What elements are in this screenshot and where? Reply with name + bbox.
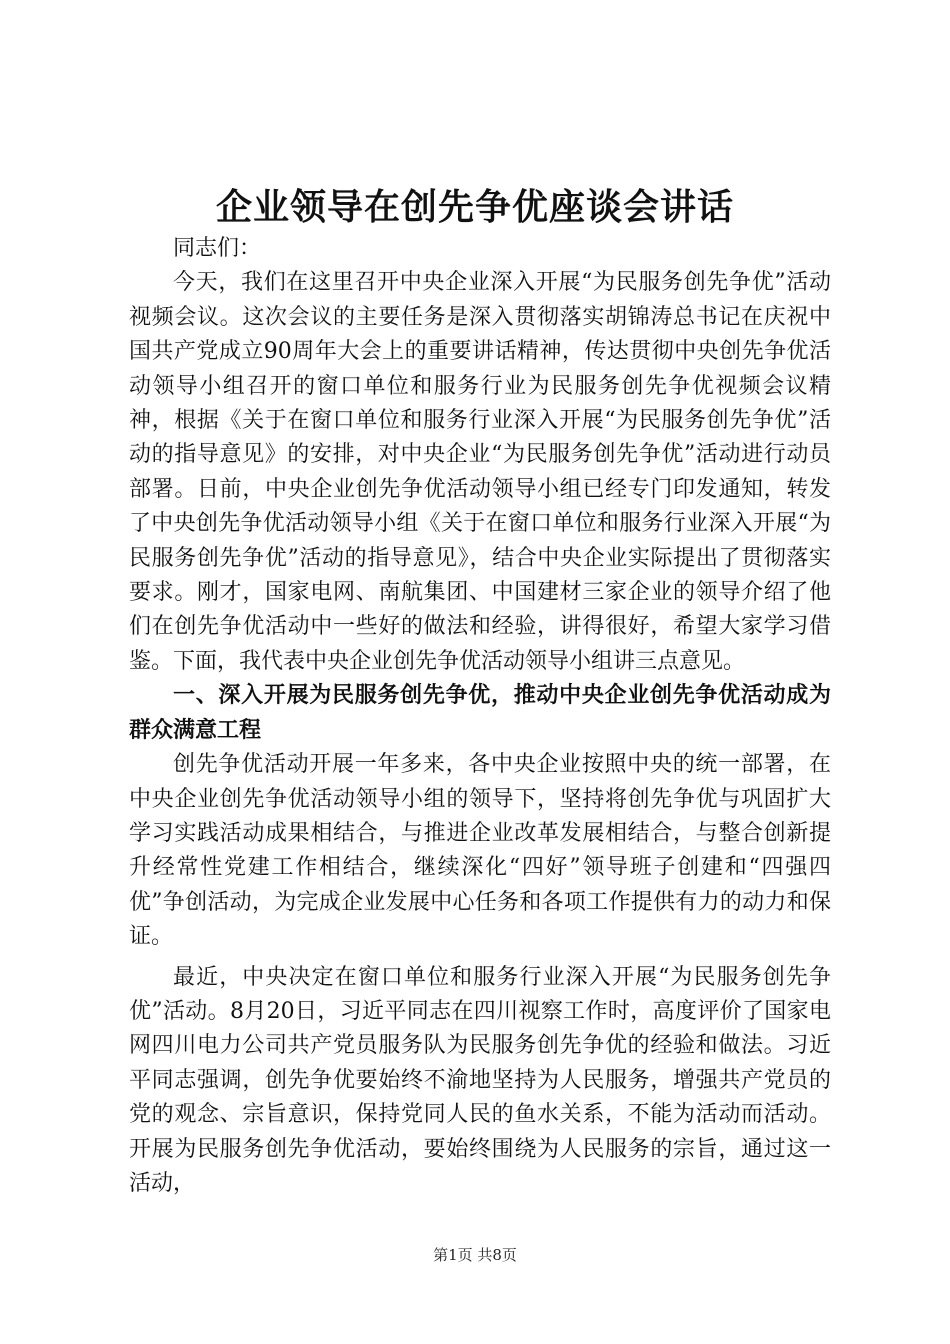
body-paragraph: 最近，中央决定在窗口单位和服务行业深入开展“为民服务创先争优”活动。8月20日，习近平同志在四川视察工作时，高度评价了国家电网四川电力公司共产党员服务队为民服务创先争优的经验和做法。习近平同志强调，创先争优要始终不渝地坚持为人民服务，增强共产党员的党的观念、宗旨意识，保持党同人民的鱼水关系，不能为活动而活动。开展为民服务创先争优活动，要始终围绕为人民服务的宗旨，通过这一活动，: [129, 964, 831, 1196]
body-paragraph: 今天，我们在这里召开中央企业深入开展“为民服务创先争优”活动视频会议。这次会议的主要任务是深入贯彻落实胡锦涛总书记在庆祝中国共产党成立90周年大会上的重要讲话精神，传达贯彻中央创先争优活动领导小组召开的窗口单位和服务行业为民服务创先争优视频会议精神，根据《关于在窗口单位和服务行业深入开展“为民服务创先争优”活动的指导意见》的安排，对中央企业“为民服务创先争优”活动进行动员部署。日前，中央企业创先争优活动领导小组已经专门印发通知，转发了中央创先争优活动领导小组《关于在窗口单位和服务行业深入开展“为民服务创先争优”活动的指导意见》，结合中央企业实际提出了贯彻落实要求。刚才，国家电网、南航集团、中国建材三家企业的领导介绍了他们在创先争优活动中一些好的做法和经验，讲得很好，希望大家学习借鉴。下面，我代表中央企业创先争优活动领导小组讲三点意见。: [129, 270, 831, 674]
salutation: 同志们：: [173, 236, 262, 261]
document-title: 企业领导在创先争优座谈会讲话: [215, 187, 734, 228]
document-body: [129, 232, 831, 1201]
page-number-footer: 第1页 共8页: [433, 1246, 517, 1264]
body-paragraph: 创先争优活动开展一年多来，各中央企业按照中央的统一部署，在中央企业创先争优活动领导小组的领导下，坚持将创先争优与巩固扩大学习实践活动成果相结合，与推进企业改革发展相结合，与整合创新提升经常性党建工作相结合，继续深化“四好”领导班子创建和“四强四优”争创活动，为完成企业发展中心任务和各项工作提供有力的动力和保证。: [129, 752, 831, 950]
section-heading: 一、深入开展为民服务创先争优，推动中央企业创先争优活动成为群众满意工程: [129, 683, 831, 743]
